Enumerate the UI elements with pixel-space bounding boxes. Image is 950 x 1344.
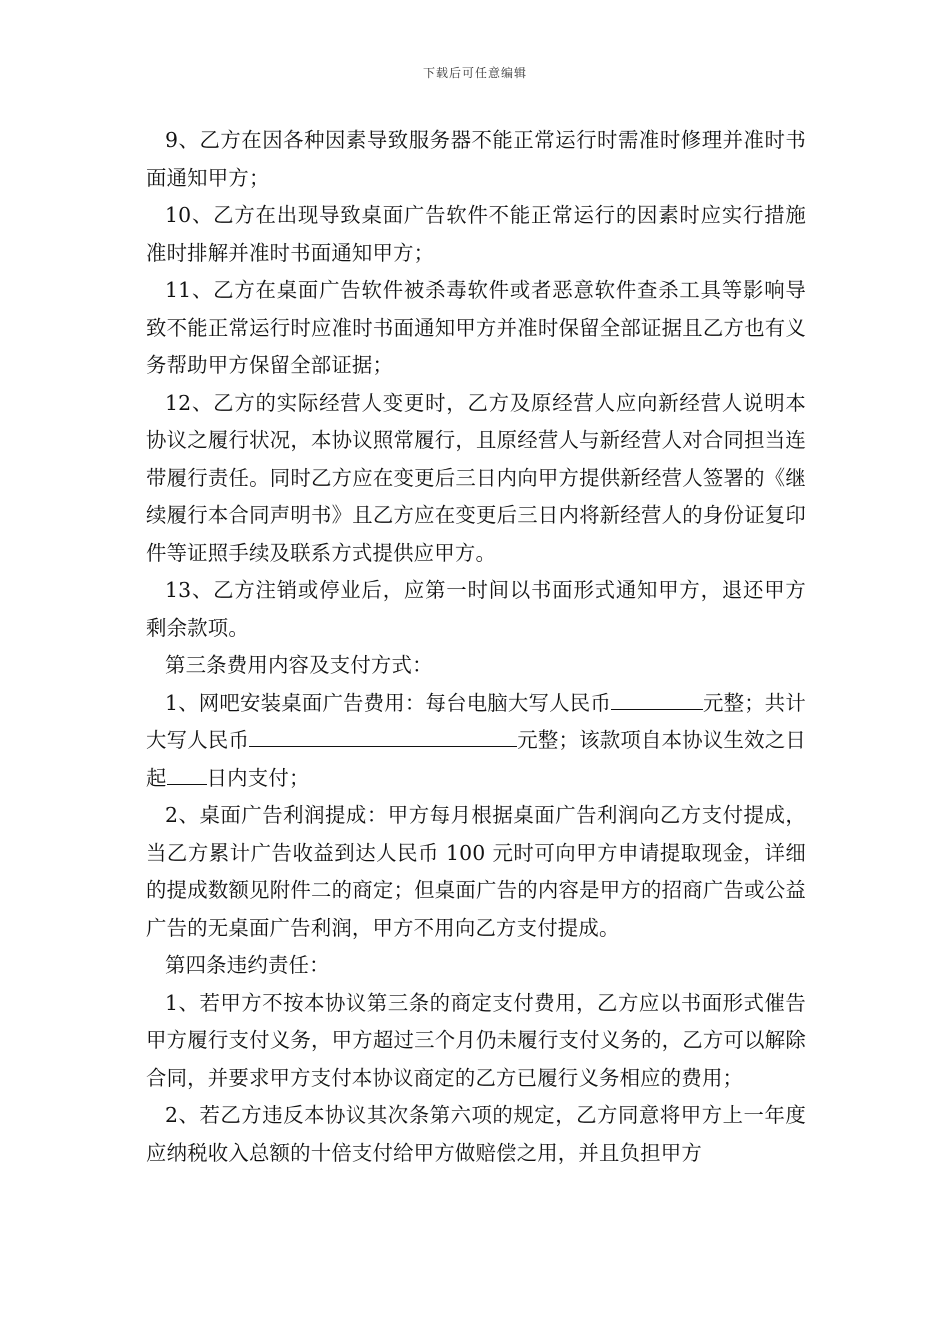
liability-clause-2: 2、若乙方违反本协议其次条第六项的规定，乙方同意将甲方上一年度应纳税收入总额的十倍支付给甲方做赔偿之用，并且负担甲方 — [146, 1103, 806, 1165]
document-body — [146, 122, 806, 1172]
fee-per-computer-blank[interactable] — [611, 685, 703, 710]
fee-clause-part2: 元整；共计大写人民币 — [146, 690, 807, 752]
fee-clause-1 — [146, 685, 806, 798]
clause-10: 10、乙方在出现导致桌面广告软件不能正常运行的因素时应实行措施准时排解并准时书面通知甲方； — [146, 203, 806, 265]
page-header: 下载后可任意编辑 — [422, 66, 527, 80]
article-4-heading: 第四条违约责任： — [165, 953, 330, 977]
clause-13: 13、乙方注销或停业后，应第一时间以书面形式通知甲方，退还甲方剩余款项。 — [146, 578, 806, 640]
clause-9: 9、乙方在因各种因素导致服务器不能正常运行时需准时修理并准时书面通知甲方； — [146, 128, 806, 190]
fee-clause-2: 2、桌面广告利润提成：甲方每月根据桌面广告利润向乙方支付提成，当乙方累计广告收益到达人民币 100 元时可向甲方申请提取现金，详细的提成数额见附件二的商定；但桌面广告的内容是甲方的招商广告或公益广告的无桌面广告利润，甲方不用向乙方支付提成。 — [146, 803, 806, 940]
fee-total-blank[interactable] — [249, 722, 517, 747]
fee-clause-part3: 元整；该款项自本协议生效之日起 — [146, 728, 806, 790]
clause-11: 11、乙方在桌面广告软件被杀毒软件或者恶意软件查杀工具等影响导致不能正常运行时应准时书面通知甲方并准时保留全部证据且乙方也有义务帮助甲方保留全部证据； — [146, 278, 806, 377]
article-3-heading: 第三条费用内容及支付方式： — [165, 653, 433, 677]
fee-clause-part1: 1、网吧安装桌面广告费用：每台电脑大写人民币 — [165, 690, 611, 715]
clause-12: 12、乙方的实际经营人变更时，乙方及原经营人应向新经营人说明本协议之履行状况，本协议照常履行，且原经营人与新经营人对合同担当连带履行责任。同时乙方应在变更后三日内向甲方提供新经营人签署的《继续履行本合同声明书》且乙方应在变更后三日内将新经营人的身份证复印件等证照手续及联系方式提供应甲方。 — [146, 390, 806, 565]
fee-clause-part4: 日内支付； — [206, 765, 310, 790]
payment-days-blank[interactable] — [167, 760, 207, 785]
liability-clause-1: 1、若甲方不按本协议第三条的商定支付费用，乙方应以书面形式催告甲方履行支付义务，甲方超过三个月仍未履行支付义务的，乙方可以解除合同，并要求甲方支付本协议商定的乙方已履行义务相应的费用； — [146, 990, 806, 1090]
